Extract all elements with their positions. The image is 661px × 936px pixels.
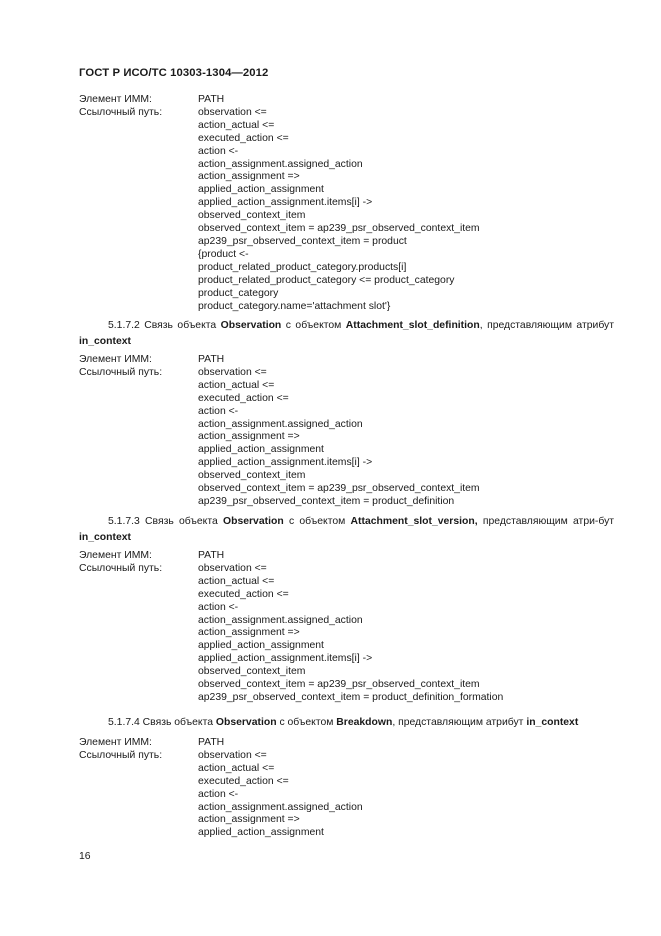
path-line: executed_action <= — [198, 132, 289, 144]
path-line: action_assignment.assigned_action — [198, 801, 363, 813]
reference-path-row — [79, 563, 614, 705]
section-heading-5-1-7-4 — [79, 715, 614, 731]
path-line: applied_action_assignment.items[i] -> — [198, 457, 373, 469]
mapping-block-3 — [79, 550, 614, 705]
path-line: action_assignment.assigned_action — [198, 614, 363, 626]
path-line: observation <= — [198, 749, 267, 761]
reference-path-row — [79, 107, 614, 314]
path-line: executed_action <= — [198, 775, 289, 787]
path-line: action <- — [198, 145, 239, 157]
entity-name: Observation — [215, 717, 277, 728]
path-line: applied_action_assignment.items[i] -> — [198, 653, 373, 665]
reference-path-label: Ссылочный путь: — [79, 366, 163, 378]
path-line: product_category — [198, 287, 279, 299]
entity-name: Attachment_slot_definition — [345, 320, 480, 331]
entity-name: Breakdown — [336, 717, 393, 728]
path-line: product_category.name='attachment slot'} — [198, 300, 391, 312]
reference-path-row — [79, 367, 614, 509]
path-line: observed_context_item — [198, 470, 306, 482]
heading-text: представляющим атри-бут — [482, 516, 615, 527]
reference-path-label: Ссылочный путь: — [79, 562, 163, 574]
aim-element-label: Элемент ИММ: — [79, 94, 152, 105]
attribute-name: in_context — [79, 532, 131, 543]
path-line: applied_action_assignment — [198, 184, 324, 196]
heading-text: с объектом — [279, 717, 334, 728]
path-line: ap239_psr_observed_context_item = product — [198, 235, 407, 247]
path-line: observed_context_item — [198, 210, 306, 222]
heading-text: Связь объекта — [142, 717, 214, 728]
attribute-name: in_context — [526, 717, 579, 728]
section-number: 5.1.7.3 — [108, 516, 140, 527]
heading-text: с объектом — [288, 516, 346, 527]
path-line: action_assignment => — [198, 431, 300, 443]
path-line: observation <= — [198, 106, 267, 118]
path-line: observed_context_item = ap239_psr_observed_context_item — [198, 483, 480, 495]
path-line: action_assignment.assigned_action — [198, 158, 363, 170]
reference-path — [198, 107, 480, 314]
path-line: executed_action <= — [198, 588, 289, 600]
path-line: action_actual <= — [198, 575, 275, 587]
aim-element-row — [79, 737, 614, 750]
heading-text: , представляющим атрибут — [392, 717, 524, 728]
path-line: product_related_product_category.products[i] — [198, 261, 407, 273]
aim-element-value: PATH — [198, 354, 225, 365]
reference-path-row — [79, 750, 614, 840]
entity-name: Observation — [220, 320, 282, 331]
section-heading-5-1-7-3 — [79, 514, 614, 546]
aim-element-row — [79, 94, 614, 107]
path-line: applied_action_assignment — [198, 444, 324, 456]
path-line: applied_action_assignment.items[i] -> — [198, 197, 373, 209]
aim-element-value: PATH — [198, 737, 225, 748]
path-line: action <- — [198, 601, 239, 613]
path-line: action <- — [198, 405, 239, 417]
reference-path — [198, 563, 503, 705]
aim-element-label: Элемент ИММ: — [79, 737, 152, 748]
mapping-block-1 — [79, 94, 614, 313]
document-header: ГОСТ Р ИСО/ТС 10303-1304—2012 — [79, 67, 269, 79]
aim-element-row — [79, 354, 614, 367]
path-line: observation <= — [198, 366, 267, 378]
path-line: {product <- — [198, 248, 249, 260]
path-line: action_assignment => — [198, 627, 300, 639]
path-line: executed_action <= — [198, 392, 289, 404]
section-heading-5-1-7-2 — [79, 318, 614, 350]
path-line: applied_action_assignment — [198, 640, 324, 652]
aim-element-label: Элемент ИММ: — [79, 354, 152, 365]
path-line: action_actual <= — [198, 379, 275, 391]
aim-element-row — [79, 550, 614, 563]
path-line: action_assignment.assigned_action — [198, 418, 363, 430]
reference-path-label: Ссылочный путь: — [79, 749, 163, 761]
mapping-block-4 — [79, 737, 614, 840]
page-number: 16 — [79, 851, 91, 862]
mapping-block-2 — [79, 354, 614, 509]
path-line: action_assignment => — [198, 814, 300, 826]
reference-path-label: Ссылочный путь: — [79, 106, 163, 118]
path-line: ap239_psr_observed_context_item = product_definition_formation — [198, 691, 504, 703]
reference-path — [198, 750, 363, 840]
path-line: action <- — [198, 788, 239, 800]
reference-path — [198, 367, 480, 509]
path-line: observation <= — [198, 562, 267, 574]
path-line: applied_action_assignment — [198, 827, 324, 839]
path-line: product_related_product_category <= product_category — [198, 274, 455, 286]
section-number: 5.1.7.2 — [108, 320, 140, 331]
path-line: action_actual <= — [198, 762, 275, 774]
heading-text: Связь объекта — [144, 320, 217, 331]
entity-name: Attachment_slot_version, — [350, 516, 478, 527]
aim-element-value: PATH — [198, 94, 225, 105]
path-line: observed_context_item = ap239_psr_observed_context_item — [198, 223, 480, 235]
path-line: observed_context_item = ap239_psr_observed_context_item — [198, 679, 480, 691]
attribute-name: in_context — [79, 336, 131, 347]
section-number: 5.1.7.4 — [108, 717, 140, 728]
aim-element-value: PATH — [198, 550, 225, 561]
path-line: action_actual <= — [198, 119, 275, 131]
entity-name: Observation — [223, 516, 284, 527]
path-line: action_assignment => — [198, 171, 300, 183]
heading-text: , представляющим атрибут — [479, 320, 615, 331]
heading-text: с объектом — [285, 320, 342, 331]
aim-element-label: Элемент ИММ: — [79, 550, 152, 561]
path-line: observed_context_item — [198, 666, 306, 678]
heading-text: Связь объекта — [145, 516, 218, 527]
path-line: ap239_psr_observed_context_item = product_definition — [198, 495, 455, 507]
